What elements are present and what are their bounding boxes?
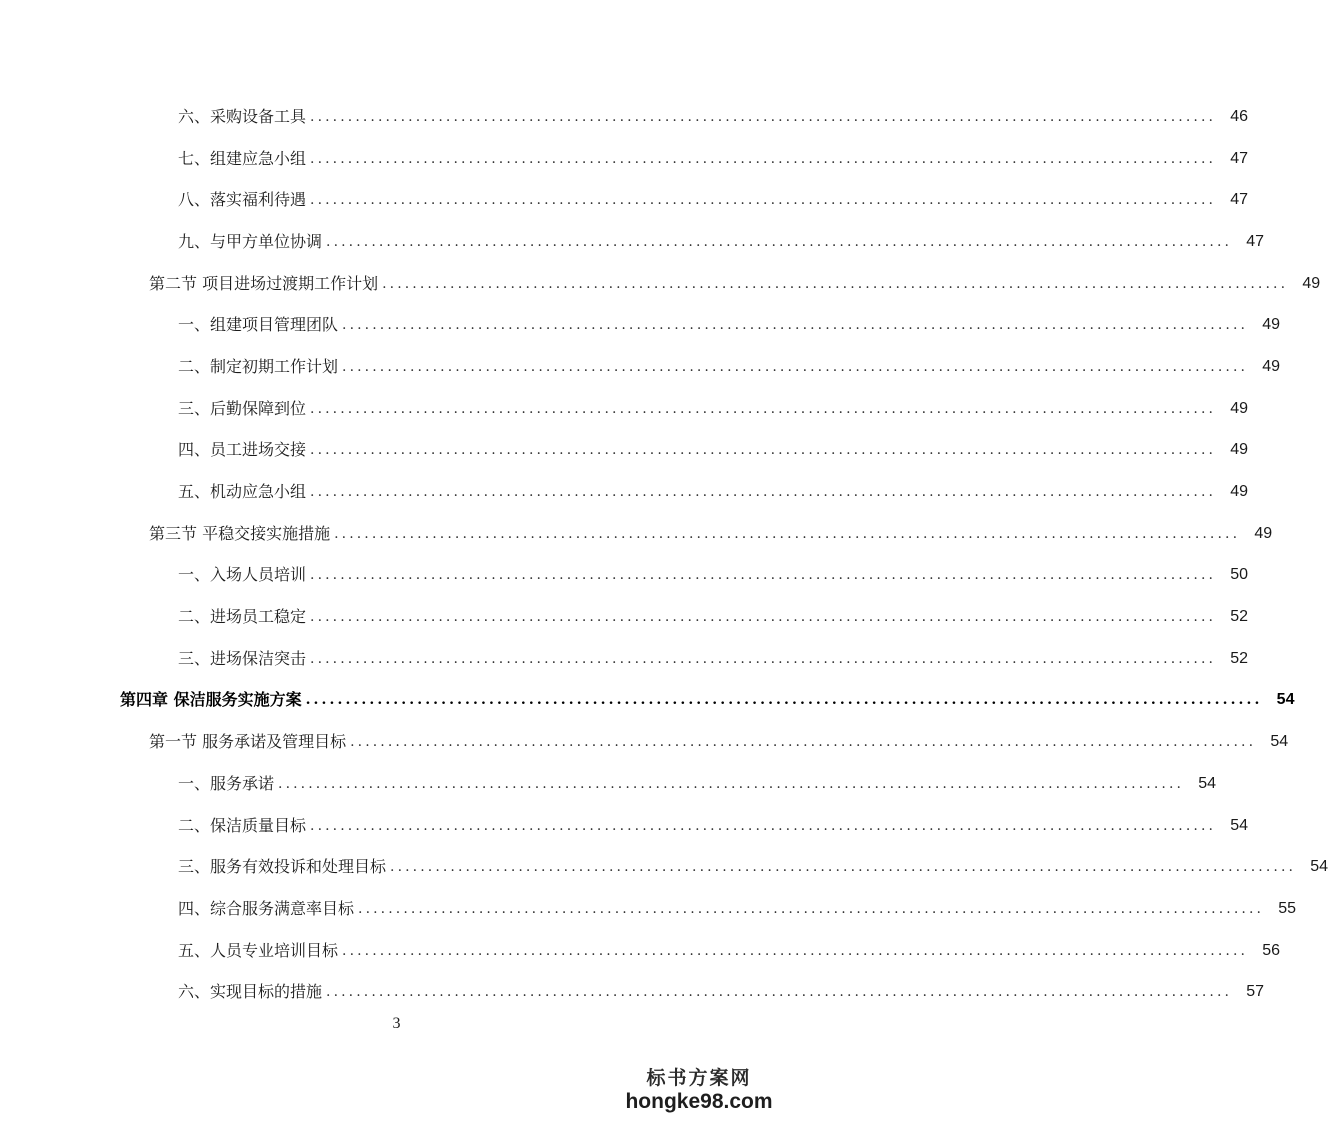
table-of-contents (0, 96, 1328, 1013)
toc-entry-page: 57 (1246, 983, 1265, 1001)
toc-entry-page: 54 (1198, 774, 1217, 792)
toc-entry-page: 56 (1262, 941, 1281, 959)
toc-leader-dots: ........................................................................................................................ (310, 650, 1217, 667)
toc-leader-dots: ........................................................................................................................ (278, 775, 1185, 792)
toc-entry[interactable] (0, 846, 1328, 888)
watermark-url: hongke98.com (625, 1090, 773, 1113)
toc-entry-title: 四、综合服务满意率目标 (178, 898, 355, 918)
toc-entry[interactable] (0, 471, 1249, 513)
toc-entry[interactable] (0, 888, 1297, 930)
toc-entry-page: 49 (1230, 399, 1249, 417)
toc-entry-page: 46 (1230, 107, 1249, 125)
toc-leader-dots: ........................................................................................................................ (390, 859, 1297, 876)
watermark-name: 标书方案网 (646, 1067, 752, 1089)
toc-entry[interactable] (0, 304, 1281, 346)
toc-leader-dots: ........................................................................................................................ (326, 984, 1233, 1001)
toc-entry-title: 五、人员专业培训目标 (178, 940, 339, 960)
toc-entry-page: 47 (1230, 191, 1249, 209)
toc-entry-title: 一、入场人员培训 (178, 565, 307, 585)
toc-leader-dots: ........................................................................................................................ (310, 609, 1217, 626)
toc-entry[interactable] (0, 430, 1249, 472)
toc-entry-title: 三、后勤保障到位 (178, 398, 307, 418)
toc-entry-title: 二、保洁质量目标 (178, 815, 307, 835)
toc-entry-page: 49 (1262, 316, 1281, 334)
toc-entry[interactable] (0, 680, 1295, 722)
toc-entry-title: 第三节 平稳交接实施措施 (149, 523, 331, 543)
page-number: 3 (392, 1015, 401, 1032)
toc-entry[interactable] (0, 596, 1249, 638)
toc-entry-title: 四、员工进场交接 (178, 440, 307, 460)
toc-leader-dots: ........................................................................................................................ (334, 525, 1241, 542)
toc-leader-dots: ........................................................................................................................ (310, 817, 1217, 834)
toc-leader-dots: ........................................................................................................................ (310, 484, 1217, 501)
toc-entry-title: 五、机动应急小组 (178, 482, 307, 502)
toc-leader-dots: ........................................................................................................................ (358, 900, 1265, 917)
toc-leader-dots: ........................................................................................................................ (310, 567, 1217, 584)
toc-entry-title: 一、服务承诺 (178, 773, 275, 793)
toc-leader-dots: ........................................................................................................................ (310, 108, 1217, 125)
toc-entry-title: 第二节 项目进场过渡期工作计划 (149, 273, 379, 293)
toc-entry-title: 一、组建项目管理团队 (178, 315, 339, 335)
toc-leader-dots: ........................................................................................................................ (310, 192, 1217, 209)
toc-entry-page: 47 (1246, 232, 1265, 250)
toc-leader-dots: ........................................................................................................................ (342, 317, 1249, 334)
toc-entry-title: 九、与甲方单位协调 (178, 231, 323, 251)
toc-entry[interactable] (0, 763, 1217, 805)
toc-entry[interactable] (0, 96, 1249, 138)
toc-entry-title: 六、采购设备工具 (178, 106, 307, 126)
toc-entry-page: 54 (1230, 816, 1249, 834)
toc-entry[interactable] (0, 346, 1281, 388)
toc-entry[interactable] (0, 638, 1249, 680)
toc-entry-title: 七、组建应急小组 (178, 148, 307, 168)
toc-entry[interactable] (0, 513, 1273, 555)
toc-entry[interactable] (0, 221, 1265, 263)
toc-entry-page: 49 (1254, 524, 1273, 542)
toc-leader-dots: ........................................................................................................................ (310, 400, 1217, 417)
toc-entry-page: 49 (1302, 274, 1321, 292)
toc-entry[interactable] (0, 805, 1249, 847)
toc-entry[interactable] (0, 138, 1249, 180)
toc-leader-dots: ........................................................................................................................ (350, 734, 1257, 751)
toc-entry[interactable] (0, 263, 1321, 305)
toc-entry-title: 第四章 保洁服务实施方案 (120, 690, 302, 710)
toc-entry-page: 49 (1230, 483, 1249, 501)
toc-entry[interactable] (0, 388, 1249, 430)
toc-entry-page: 52 (1230, 649, 1249, 667)
toc-entry-title: 三、进场保洁突击 (178, 648, 307, 668)
toc-entry-page: 54 (1310, 858, 1328, 876)
toc-entry-title: 二、进场员工稳定 (178, 607, 307, 627)
watermark-logo (619, 1066, 779, 1114)
toc-entry-page: 47 (1230, 149, 1249, 167)
toc-entry-page: 52 (1230, 608, 1249, 626)
toc-leader-dots: ........................................................................................................................ (305, 692, 1263, 709)
toc-leader-dots: ........................................................................................................................ (342, 358, 1249, 375)
toc-leader-dots: ........................................................................................................................ (326, 233, 1233, 250)
toc-entry-title: 第一节 服务承诺及管理目标 (149, 732, 347, 752)
toc-entry-page: 54 (1276, 691, 1295, 709)
toc-entry-page: 50 (1230, 566, 1249, 584)
toc-leader-dots: ........................................................................................................................ (310, 442, 1217, 459)
toc-entry-title: 三、服务有效投诉和处理目标 (178, 857, 387, 877)
toc-entry[interactable] (0, 971, 1265, 1013)
toc-entry-title: 八、落实福利待遇 (178, 190, 307, 210)
toc-entry-page: 49 (1230, 441, 1249, 459)
toc-entry[interactable] (0, 555, 1249, 597)
toc-leader-dots: ........................................................................................................................ (342, 942, 1249, 959)
toc-entry-page: 49 (1262, 357, 1281, 375)
toc-leader-dots: ........................................................................................................................ (310, 150, 1217, 167)
toc-entry[interactable] (0, 930, 1281, 972)
toc-entry-title: 六、实现目标的措施 (178, 982, 323, 1002)
toc-entry-page: 55 (1278, 899, 1297, 917)
toc-entry[interactable] (0, 721, 1289, 763)
toc-entry-page: 54 (1270, 733, 1289, 751)
toc-leader-dots: ........................................................................................................................ (382, 275, 1289, 292)
toc-entry[interactable] (0, 179, 1249, 221)
toc-entry-title: 二、制定初期工作计划 (178, 356, 339, 376)
